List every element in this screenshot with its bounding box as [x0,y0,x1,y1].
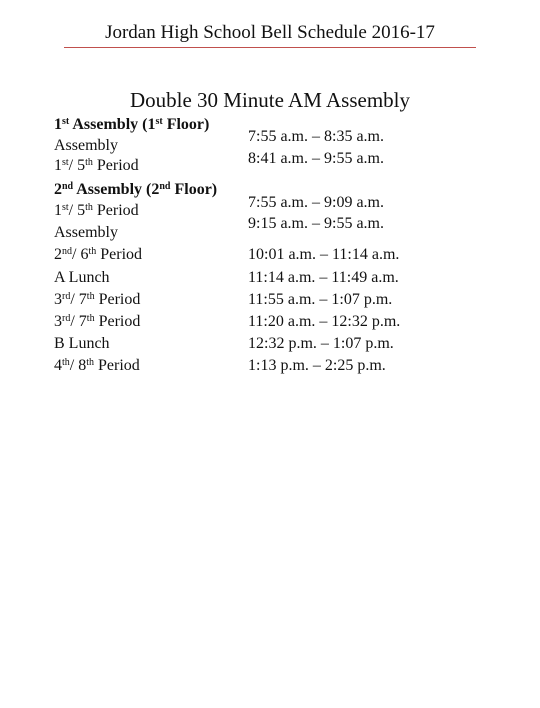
period-time: 10:01 a.m. – 11:14 a.m. [248,246,400,263]
header-rule [64,47,476,48]
document-header: Jordan High School Bell Schedule 2016-17 [105,22,435,43]
assembly-1-heading: 1st Assembly (1st Floor) [54,116,210,133]
period-time: 8:41 a.m. – 9:55 a.m. [248,150,384,167]
period-time: 11:55 a.m. – 1:07 p.m. [248,291,393,308]
period-label: 3rd/ 7th Period [54,291,141,308]
period-label: 1st/ 5th Period [54,202,139,219]
assembly-2-heading: 2nd Assembly (2nd Floor) [54,181,218,198]
lunch-label: B Lunch [54,335,110,352]
period-label: Assembly [54,224,118,241]
period-time: 12:32 p.m. – 1:07 p.m. [248,335,394,352]
period-time: 1:13 p.m. – 2:25 p.m. [248,357,386,374]
period-label: 3rd/ 7th Period [54,313,141,330]
schedule-title: Double 30 Minute AM Assembly [129,88,410,112]
period-label: 2nd/ 6th Period [54,246,143,263]
period-time: 11:14 a.m. – 11:49 a.m. [248,269,399,286]
period-label: 4th/ 8th Period [54,357,140,374]
period-time: 11:20 a.m. – 12:32 p.m. [248,313,401,330]
period-label: 1st/ 5th Period [54,157,139,174]
period-time: 7:55 a.m. – 9:09 a.m. [248,194,384,211]
period-time: 7:55 a.m. – 8:35 a.m. [248,128,384,145]
lunch-label: A Lunch [54,269,110,286]
period-time: 9:15 a.m. – 9:55 a.m. [248,215,384,232]
period-label: Assembly [54,137,118,154]
